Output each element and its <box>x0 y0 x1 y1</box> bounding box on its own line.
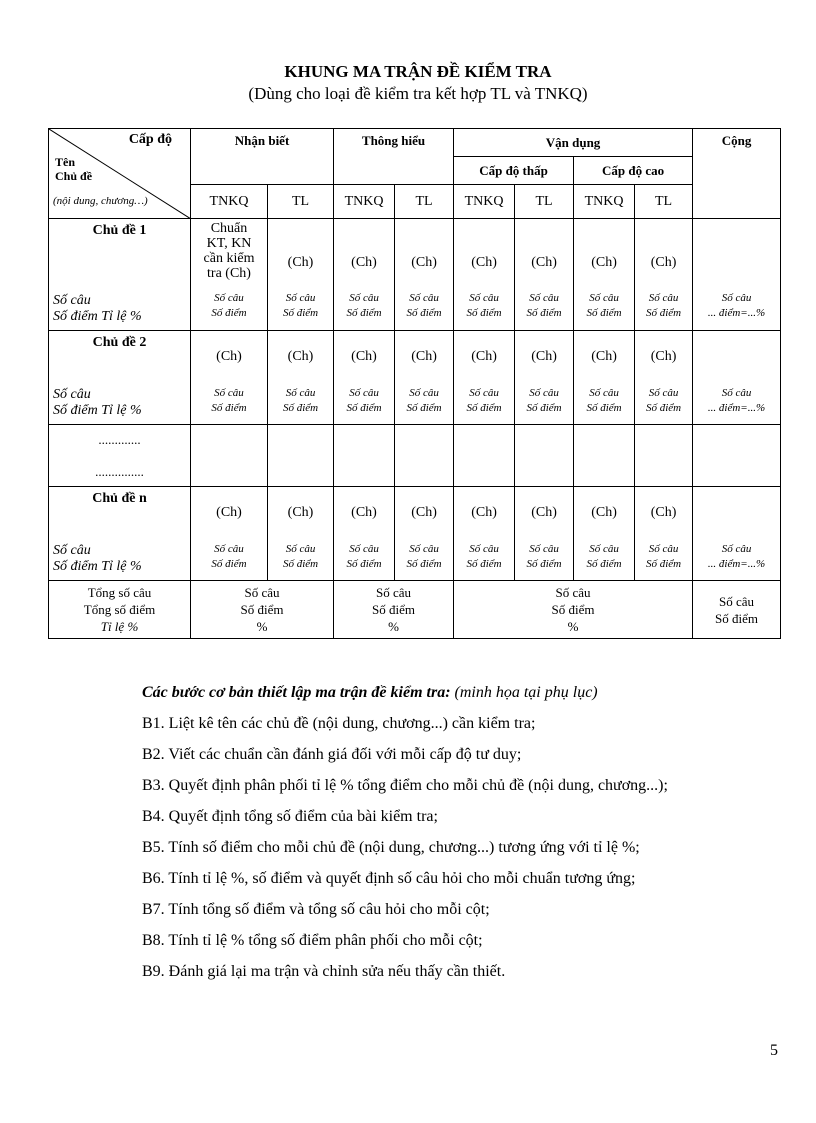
subheader-tnkq: TNKQ <box>454 185 515 219</box>
cong-cell: Số câu ... điểm=...% <box>693 219 781 331</box>
step-item: B4. Quyết định tổng số điểm của bài kiểm tra; <box>142 808 438 825</box>
table-row <box>49 331 781 425</box>
cap-do-label: Cấp độ <box>128 132 172 147</box>
topic-name: Chủ đề n <box>92 491 147 506</box>
thong-hieu-header: Thông hiểu <box>334 129 454 185</box>
page-number: 5 <box>770 1042 778 1059</box>
subheader-tnkq: TNKQ <box>334 185 395 219</box>
step-item: B9. Đánh giá lại ma trận và chỉnh sửa nếu thấy cần thiết. <box>142 963 506 980</box>
table-row <box>49 425 781 487</box>
ch-cell: (Ch) Số câu Số điểm <box>574 219 635 331</box>
step-item: B1. Liệt kê tên các chủ đề (nội dung, chương...) cần kiểm tra; <box>142 715 536 732</box>
noi-dung-label: (nội dung, chương…) <box>53 195 148 207</box>
topic-labels: Số câu Số điểm Tỉ lệ % <box>53 387 142 418</box>
step-item: B8. Tính tỉ lệ % tổng số điểm phân phối cho mỗi cột; <box>142 932 483 949</box>
steps-section <box>142 684 802 994</box>
ch-cell: (Ch) Số câu Số điểm <box>334 487 395 581</box>
step-item: B5. Tính số điểm cho mỗi chủ đề (nội dung, chương...) tương ứng với tỉ lệ %; <box>142 839 640 856</box>
totals-thong-hieu: Số câu Số điểm % <box>334 581 454 639</box>
cap-do-thap-header: Cấp độ thấp <box>454 157 574 185</box>
ch-cell: (Ch) Số câu Số điểm <box>454 219 515 331</box>
table-row <box>49 487 781 581</box>
matrix-table <box>48 128 781 639</box>
cong-cell: Số câu ... điểm=...% <box>693 331 781 425</box>
subheader-tnkq: TNKQ <box>574 185 635 219</box>
cong-header: Cộng <box>693 129 781 219</box>
chuan-text: Chuẩn KT, KN cần kiểm tra (Ch) <box>203 221 255 281</box>
topic-name: Chủ đề 2 <box>92 335 147 350</box>
totals-nhan-biet: Số câu Số điểm % <box>191 581 334 639</box>
ch-cell: (Ch) Số câu Số điểm <box>334 219 395 331</box>
totals-cong: Số câu Số điểm <box>693 581 781 639</box>
cap-do-cao-header: Cấp độ cao <box>574 157 693 185</box>
page-subtitle: (Dùng cho loại đề kiểm tra kết hợp TL và TNKQ) <box>248 84 588 103</box>
subheader-tl: TL <box>515 185 574 219</box>
ellipsis-cell: ............. ............... <box>49 425 191 487</box>
subheader-tnkq: TNKQ <box>191 185 268 219</box>
so-cau-so-diem: Số câu Số điểm <box>211 292 247 319</box>
subheader-tl: TL <box>268 185 334 219</box>
van-dung-header: Vận dụng <box>454 129 693 157</box>
ch-cell: (Ch) Số câu Số điểm <box>635 487 693 581</box>
ch-cell: (Ch) Số câu Số điểm <box>515 487 574 581</box>
corner-header-cell <box>49 129 191 219</box>
topic-labels: Số câu Số điểm Tỉ lệ % <box>53 543 142 574</box>
step-item: B6. Tính tỉ lệ %, số điểm và quyết định số câu hỏi cho mỗi chuẩn tương ứng; <box>142 870 636 887</box>
cong-cell: Số câu ... điểm=...% <box>693 487 781 581</box>
topic-n-cell <box>49 487 191 581</box>
ch-cell: (Ch) Số câu Số điểm <box>635 219 693 331</box>
ten-chu-de-label: Tên Chủ đề <box>55 155 93 183</box>
subheader-tl: TL <box>395 185 454 219</box>
steps-heading-note: (minh họa tại phụ lục) <box>450 684 598 701</box>
totals-label: Tổng số câu Tổng số điểm Tỉ lệ % <box>49 581 191 639</box>
step-item: B7. Tính tổng số điểm và tổng số câu hỏi cho mỗi cột; <box>142 901 490 918</box>
totals-row <box>49 581 781 639</box>
ch-cell: (Ch) Số câu Số điểm <box>515 331 574 425</box>
totals-van-dung: Số câu Số điểm % <box>454 581 693 639</box>
ch-cell: (Ch) Số câu Số điểm <box>395 331 454 425</box>
ch-cell: (Ch) Số câu Số điểm <box>268 331 334 425</box>
step-item: B3. Quyết định phân phối tỉ lệ % tổng điểm cho mỗi chủ đề (nội dung, chương...); <box>142 777 668 794</box>
ch-cell: (Ch) Số câu Số điểm <box>395 487 454 581</box>
ch-cell: (Ch) Số câu Số điểm <box>454 487 515 581</box>
steps-heading: Các bước cơ bản thiết lập ma trận đề kiểm tra: (minh họa tại phụ lục) <box>142 684 598 701</box>
ch-cell: (Ch) Số câu Số điểm <box>515 219 574 331</box>
ch-cell: (Ch) Số câu Số điểm <box>268 487 334 581</box>
ch-cell: (Ch) Số câu Số điểm <box>454 331 515 425</box>
ch-cell: (Ch) Số câu Số điểm <box>635 331 693 425</box>
step-item: B2. Viết các chuẩn cần đánh giá đối với mỗi cấp độ tư duy; <box>142 746 522 763</box>
nhan-biet-header: Nhận biết <box>191 129 334 185</box>
topic-1-cell <box>49 219 191 331</box>
ch-cell: (Ch) Số câu Số điểm <box>268 219 334 331</box>
ch-cell: (Ch) Số câu Số điểm <box>574 487 635 581</box>
topic-2-cell <box>49 331 191 425</box>
chuan-cell <box>191 219 268 331</box>
topic-labels: Số câu Số điểm Tỉ lệ % <box>53 293 142 324</box>
topic-name: Chủ đề 1 <box>92 223 147 238</box>
ch-cell: (Ch) Số câu Số điểm <box>395 219 454 331</box>
table-row <box>49 219 781 331</box>
subheader-tl: TL <box>635 185 693 219</box>
page-title: KHUNG MA TRẬN ĐỀ KIỂM TRA <box>284 62 552 81</box>
ch-cell: (Ch) Số câu Số điểm <box>191 487 268 581</box>
ch-cell: (Ch) Số câu Số điểm <box>191 331 268 425</box>
ch-cell: (Ch) Số câu Số điểm <box>574 331 635 425</box>
ch-cell: (Ch) Số câu Số điểm <box>334 331 395 425</box>
